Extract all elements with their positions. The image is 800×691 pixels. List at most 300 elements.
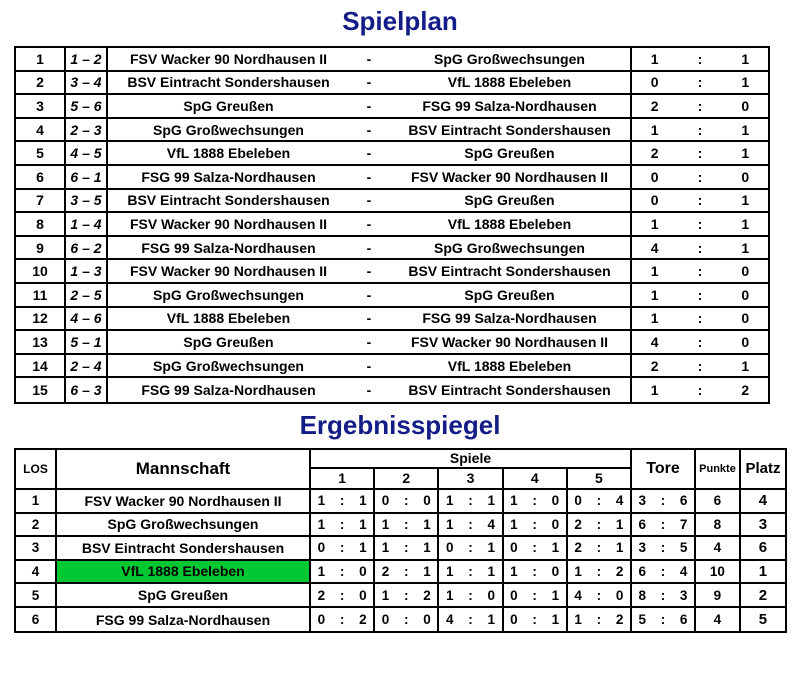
score-separator: : xyxy=(596,563,602,579)
goals-for: 0 xyxy=(381,493,390,509)
away-team: VfL 1888 Ebeleben xyxy=(447,215,572,232)
score-separator: : xyxy=(532,587,537,603)
points: 6 xyxy=(696,490,741,512)
match-row xyxy=(16,355,768,379)
match-number: 9 xyxy=(16,237,66,259)
score-separator: : xyxy=(404,540,409,556)
score-separator: : xyxy=(468,540,473,556)
goals-for: 1 xyxy=(574,563,582,579)
header-spiele-group xyxy=(311,450,632,488)
match-number: 4 xyxy=(16,119,66,141)
team-separator: - xyxy=(366,263,372,280)
goals-for-total: 3 xyxy=(638,540,647,556)
score-separator: : xyxy=(697,74,703,91)
points: 9 xyxy=(696,584,741,606)
away-goals: 1 xyxy=(741,50,750,67)
game-4-result xyxy=(504,514,568,536)
goals-for-total: 8 xyxy=(638,587,647,603)
match-pairing: 1 – 2 xyxy=(66,48,108,70)
goals-for: 1 xyxy=(317,516,326,532)
match-score xyxy=(632,260,768,282)
match-teams xyxy=(108,48,632,70)
header-spiel-3: 3 xyxy=(439,469,503,488)
goals-for: 1 xyxy=(445,563,454,579)
home-goals: 2 xyxy=(650,357,659,374)
goals-for: 2 xyxy=(574,516,582,532)
team-separator: - xyxy=(366,74,372,91)
home-team: BSV Eintracht Sondershausen xyxy=(127,74,330,91)
ergebnisspiegel-table xyxy=(14,448,787,634)
away-goals: 0 xyxy=(741,97,750,114)
away-team: FSG 99 Salza-Nordhausen xyxy=(422,97,597,114)
header-spiel-4: 4 xyxy=(504,469,568,488)
score-separator: : xyxy=(404,612,409,628)
standings-row xyxy=(16,608,785,632)
away-goals: 1 xyxy=(741,192,750,209)
score-separator: : xyxy=(532,612,537,628)
match-number: 15 xyxy=(16,378,66,402)
score-separator: : xyxy=(596,612,602,628)
score-separator: : xyxy=(468,493,473,509)
match-score xyxy=(632,119,768,141)
match-teams xyxy=(108,331,632,353)
game-5-result xyxy=(568,608,632,632)
score-separator: : xyxy=(697,192,703,209)
standings-row xyxy=(16,514,785,538)
match-pairing: 6 – 3 xyxy=(66,378,108,402)
game-3-result xyxy=(439,608,503,632)
away-team: SpG Großwechsungen xyxy=(434,50,585,67)
home-team: FSG 99 Salza-Nordhausen xyxy=(141,382,316,399)
header-punkte: Punkte xyxy=(696,450,741,488)
away-goals: 1 xyxy=(741,215,750,232)
away-team: SpG Greußen xyxy=(464,192,555,209)
goals-against: 1 xyxy=(551,612,560,628)
home-team: FSG 99 Salza-Nordhausen xyxy=(141,168,316,185)
match-pairing: 4 – 5 xyxy=(66,142,108,164)
goals-against: 0 xyxy=(551,493,560,509)
place: 5 xyxy=(758,611,768,629)
match-score xyxy=(632,355,768,377)
score-separator: : xyxy=(532,493,537,509)
goals-against: 0 xyxy=(423,493,431,509)
home-team: FSV Wacker 90 Nordhausen II xyxy=(129,50,328,67)
score-separator: : xyxy=(697,382,703,399)
game-4-result xyxy=(504,608,568,632)
spielplan-title: Spielplan xyxy=(342,6,458,36)
home-team: FSV Wacker 90 Nordhausen II xyxy=(129,215,328,232)
game-3-result xyxy=(439,537,503,559)
match-score xyxy=(632,142,768,164)
score-separator: : xyxy=(697,168,703,185)
goals-for: 1 xyxy=(445,587,454,603)
goals-against: 1 xyxy=(423,563,431,579)
match-row xyxy=(16,331,768,355)
match-row xyxy=(16,142,768,166)
goals-against: 0 xyxy=(551,516,560,532)
goals-for: 1 xyxy=(317,563,326,579)
home-team: FSV Wacker 90 Nordhausen II xyxy=(129,263,328,280)
score-separator: : xyxy=(404,563,409,579)
score-separator: : xyxy=(339,540,345,556)
score-separator: : xyxy=(697,239,703,256)
score-separator: : xyxy=(404,493,409,509)
tournament-sheet xyxy=(0,4,800,691)
place: 2 xyxy=(758,586,768,604)
header-platz: Platz xyxy=(745,460,781,478)
match-number: 12 xyxy=(16,308,66,330)
away-goals: 1 xyxy=(741,145,750,162)
goals-for: 2 xyxy=(574,540,582,556)
score-separator: : xyxy=(596,516,602,532)
score-separator: : xyxy=(468,612,473,628)
standings-row xyxy=(16,584,785,608)
goals-for: 0 xyxy=(510,612,518,628)
score-separator: : xyxy=(596,587,602,603)
home-team: SpG Großwechsungen xyxy=(153,357,304,374)
match-score xyxy=(632,213,768,235)
team-separator: - xyxy=(366,215,372,232)
goals-for: 1 xyxy=(574,612,582,628)
lot-number: 4 xyxy=(16,561,57,583)
game-5-result xyxy=(568,490,632,512)
home-goals: 2 xyxy=(650,145,659,162)
score-separator: : xyxy=(697,310,703,327)
goals-against: 0 xyxy=(551,563,560,579)
goals-for: 1 xyxy=(445,516,454,532)
score-separator: : xyxy=(697,145,703,162)
score-separator: : xyxy=(660,540,666,556)
game-1-result xyxy=(311,490,375,512)
goals-against-total: 6 xyxy=(679,612,688,628)
score-separator: : xyxy=(697,333,703,350)
away-goals: 1 xyxy=(741,74,750,91)
home-goals: 0 xyxy=(650,192,659,209)
ergebnisspiegel-header xyxy=(16,450,785,490)
team-cell: VfL 1888 Ebeleben xyxy=(57,561,311,583)
away-team: BSV Eintracht Sondershausen xyxy=(408,263,611,280)
score-separator: : xyxy=(404,516,409,532)
place: 4 xyxy=(758,492,768,510)
score-separator: : xyxy=(660,493,666,509)
home-goals: 1 xyxy=(650,382,659,399)
home-goals: 2 xyxy=(650,97,659,114)
score-separator: : xyxy=(697,121,703,138)
game-4-result xyxy=(504,561,568,583)
match-teams xyxy=(108,166,632,188)
away-goals: 0 xyxy=(741,286,750,303)
points: 8 xyxy=(696,514,741,536)
game-5-result xyxy=(568,561,632,583)
team-cell: FSV Wacker 90 Nordhausen II xyxy=(57,490,311,512)
score-separator: : xyxy=(339,612,345,628)
score-separator: : xyxy=(532,516,537,532)
match-row xyxy=(16,237,768,261)
goals-against: 1 xyxy=(423,540,431,556)
lot-number: 5 xyxy=(16,584,57,606)
match-pairing: 3 – 4 xyxy=(66,72,108,94)
game-1-result xyxy=(311,608,375,632)
match-row xyxy=(16,308,768,332)
game-5-result xyxy=(568,584,632,606)
match-number: 5 xyxy=(16,142,66,164)
home-goals: 0 xyxy=(650,74,659,91)
goals-for: 1 xyxy=(445,493,454,509)
game-1-result xyxy=(311,514,375,536)
goals-for: 0 xyxy=(510,587,518,603)
standings-row xyxy=(16,537,785,561)
away-team: SpG Großwechsungen xyxy=(434,239,585,256)
header-spiel-2: 2 xyxy=(375,469,439,488)
match-teams xyxy=(108,308,632,330)
score-separator: : xyxy=(697,263,703,280)
goals-for: 0 xyxy=(445,540,454,556)
team-separator: - xyxy=(366,145,372,162)
goals-for: 0 xyxy=(317,612,326,628)
team-separator: - xyxy=(366,357,372,374)
lot-number: 3 xyxy=(16,537,57,559)
score-separator: : xyxy=(468,587,473,603)
away-team: VfL 1888 Ebeleben xyxy=(447,74,572,91)
score-separator: : xyxy=(596,540,602,556)
spielplan-table-body xyxy=(16,48,768,402)
match-row xyxy=(16,166,768,190)
score-separator: : xyxy=(339,587,345,603)
score-separator: : xyxy=(660,612,666,628)
team-separator: - xyxy=(366,50,372,67)
home-team: SpG Greußen xyxy=(183,333,274,350)
away-team: BSV Eintracht Sondershausen xyxy=(408,121,611,138)
standings-row xyxy=(16,490,785,514)
header-spiele: Spiele xyxy=(311,450,630,469)
goals-against: 0 xyxy=(359,587,367,603)
team-cell: SpG Greußen xyxy=(57,584,311,606)
match-score xyxy=(632,331,768,353)
team-separator: - xyxy=(366,239,372,256)
score-separator: : xyxy=(339,563,345,579)
match-row xyxy=(16,95,768,119)
goals-for: 1 xyxy=(510,516,518,532)
match-number: 11 xyxy=(16,284,66,306)
goals-against: 1 xyxy=(487,563,495,579)
goals-for-total: 3 xyxy=(638,493,647,509)
game-5-result xyxy=(568,514,632,536)
goals-against: 2 xyxy=(359,612,367,628)
match-pairing: 2 – 5 xyxy=(66,284,108,306)
ergebnisspiegel-table-body xyxy=(16,490,785,632)
score-separator: : xyxy=(468,516,473,532)
goals-total xyxy=(632,584,696,606)
goals-against: 4 xyxy=(487,516,495,532)
goals-against: 1 xyxy=(487,493,495,509)
goals-against-total: 6 xyxy=(679,493,688,509)
match-pairing: 6 – 2 xyxy=(66,237,108,259)
game-1-result xyxy=(311,561,375,583)
goals-for: 2 xyxy=(381,563,390,579)
game-4-result xyxy=(504,537,568,559)
match-row xyxy=(16,284,768,308)
match-score xyxy=(632,308,768,330)
match-row xyxy=(16,260,768,284)
score-separator: : xyxy=(660,516,666,532)
header-spiel-1: 1 xyxy=(311,469,375,488)
home-team: SpG Großwechsungen xyxy=(153,286,304,303)
points: 4 xyxy=(696,537,741,559)
match-number: 2 xyxy=(16,72,66,94)
home-goals: 1 xyxy=(650,121,659,138)
goals-against: 1 xyxy=(551,587,560,603)
away-team: FSV Wacker 90 Nordhausen II xyxy=(410,333,609,350)
match-score xyxy=(632,95,768,117)
goals-for-total: 6 xyxy=(638,516,647,532)
match-number: 14 xyxy=(16,355,66,377)
home-goals: 4 xyxy=(650,239,659,256)
header-mannschaft: Mannschaft xyxy=(57,450,311,488)
match-teams xyxy=(108,284,632,306)
score-separator: : xyxy=(339,516,345,532)
goals-against: 1 xyxy=(487,540,495,556)
ergebnisspiegel-title: Ergebnisspiegel xyxy=(299,409,501,440)
standings-row xyxy=(16,561,785,585)
away-goals: 0 xyxy=(741,168,750,185)
away-goals: 1 xyxy=(741,121,750,138)
game-3-result xyxy=(439,584,503,606)
away-team: FSV Wacker 90 Nordhausen II xyxy=(410,168,609,185)
goals-for: 1 xyxy=(381,587,390,603)
place: 3 xyxy=(758,515,768,533)
home-goals: 1 xyxy=(650,50,659,67)
game-1-result xyxy=(311,584,375,606)
home-team: BSV Eintracht Sondershausen xyxy=(127,192,330,209)
home-team: VfL 1888 Ebeleben xyxy=(166,310,291,327)
home-goals: 1 xyxy=(650,215,659,232)
game-3-result xyxy=(439,561,503,583)
away-team: VfL 1888 Ebeleben xyxy=(447,357,572,374)
home-team: SpG Großwechsungen xyxy=(153,121,304,138)
match-teams xyxy=(108,378,632,402)
match-teams xyxy=(108,260,632,282)
goals-against: 0 xyxy=(615,587,624,603)
place: 1 xyxy=(758,562,768,580)
goals-against: 1 xyxy=(487,612,495,628)
goals-for: 1 xyxy=(510,493,518,509)
score-separator: : xyxy=(697,215,703,232)
goals-for-total: 5 xyxy=(638,612,647,628)
score-separator: : xyxy=(697,97,703,114)
home-goals: 0 xyxy=(650,168,659,185)
goals-against: 1 xyxy=(551,540,560,556)
match-row xyxy=(16,190,768,214)
goals-against: 1 xyxy=(423,516,431,532)
goals-for: 1 xyxy=(381,540,390,556)
score-separator: : xyxy=(532,540,537,556)
goals-total xyxy=(632,490,696,512)
game-4-result xyxy=(504,490,568,512)
goals-against-total: 7 xyxy=(679,516,688,532)
goals-total xyxy=(632,514,696,536)
home-team: SpG Greußen xyxy=(183,97,274,114)
match-row xyxy=(16,48,768,72)
game-5-result xyxy=(568,537,632,559)
match-score xyxy=(632,166,768,188)
home-team: FSG 99 Salza-Nordhausen xyxy=(141,239,316,256)
game-4-result xyxy=(504,584,568,606)
score-separator: : xyxy=(697,357,703,374)
game-3-result xyxy=(439,514,503,536)
team-separator: - xyxy=(366,333,372,350)
score-separator: : xyxy=(468,563,473,579)
team-cell: BSV Eintracht Sondershausen xyxy=(57,537,311,559)
match-pairing: 3 – 5 xyxy=(66,190,108,212)
match-teams xyxy=(108,142,632,164)
goals-against: 2 xyxy=(615,563,624,579)
away-goals: 1 xyxy=(741,357,750,374)
game-2-result xyxy=(375,608,439,632)
goals-against: 1 xyxy=(615,540,624,556)
goals-for: 0 xyxy=(510,540,518,556)
score-separator: : xyxy=(339,493,345,509)
match-number: 7 xyxy=(16,190,66,212)
match-row xyxy=(16,119,768,143)
goals-total xyxy=(632,537,696,559)
goals-against-total: 5 xyxy=(679,540,688,556)
goals-for: 0 xyxy=(574,493,582,509)
match-pairing: 5 – 6 xyxy=(66,95,108,117)
match-pairing: 1 – 4 xyxy=(66,213,108,235)
goals-against: 0 xyxy=(359,563,367,579)
match-teams xyxy=(108,237,632,259)
match-teams xyxy=(108,190,632,212)
goals-for-total: 6 xyxy=(638,563,647,579)
score-separator: : xyxy=(660,587,666,603)
match-number: 3 xyxy=(16,95,66,117)
match-pairing: 6 – 1 xyxy=(66,166,108,188)
goals-for: 0 xyxy=(381,612,390,628)
game-2-result xyxy=(375,514,439,536)
match-number: 10 xyxy=(16,260,66,282)
away-team: FSG 99 Salza-Nordhausen xyxy=(422,310,597,327)
home-goals: 1 xyxy=(650,263,659,280)
goals-for: 1 xyxy=(510,563,518,579)
goals-against: 1 xyxy=(359,516,367,532)
lot-number: 2 xyxy=(16,514,57,536)
away-team: SpG Greußen xyxy=(464,286,555,303)
goals-total xyxy=(632,608,696,632)
goals-against: 0 xyxy=(487,587,495,603)
goals-for: 4 xyxy=(574,587,582,603)
score-separator: : xyxy=(532,563,537,579)
match-score xyxy=(632,190,768,212)
score-separator: : xyxy=(404,587,409,603)
away-team: SpG Greußen xyxy=(464,145,555,162)
home-goals: 4 xyxy=(650,333,659,350)
match-pairing: 1 – 3 xyxy=(66,260,108,282)
team-separator: - xyxy=(366,192,372,209)
team-separator: - xyxy=(366,121,372,138)
team-separator: - xyxy=(366,310,372,327)
goals-against: 4 xyxy=(615,493,624,509)
goals-against: 1 xyxy=(359,493,367,509)
match-row xyxy=(16,72,768,96)
points: 4 xyxy=(696,608,741,632)
home-goals: 1 xyxy=(650,310,659,327)
lot-number: 1 xyxy=(16,490,57,512)
match-pairing: 2 – 4 xyxy=(66,355,108,377)
match-row xyxy=(16,213,768,237)
match-teams xyxy=(108,213,632,235)
home-goals: 1 xyxy=(650,286,659,303)
match-number: 13 xyxy=(16,331,66,353)
